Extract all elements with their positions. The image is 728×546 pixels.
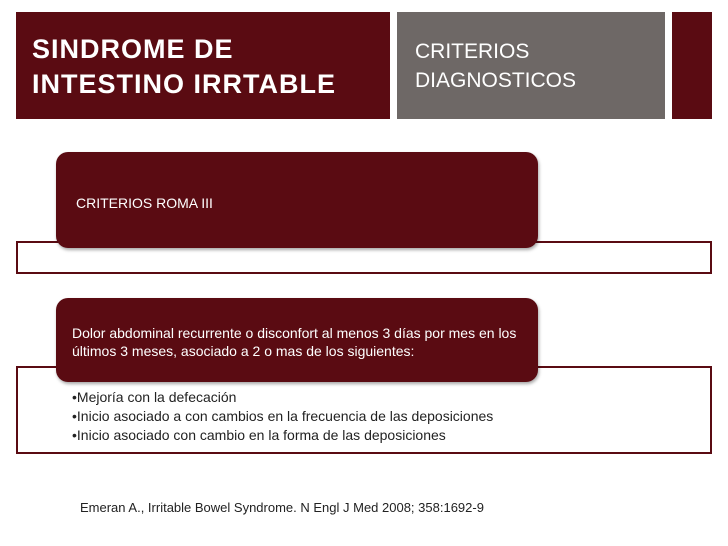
bullet-item: • Inicio asociado con cambio en la forma de las deposiciones bbox=[72, 426, 493, 445]
bullet-item: • Inicio asociado a con cambios en la frecuencia de las deposiciones bbox=[72, 407, 493, 426]
symptoms-bullet-list bbox=[72, 388, 493, 445]
citation-text: Emeran A., Irritable Bowel Syndrome. N Engl J Med 2008; 358:1692-9 bbox=[80, 500, 484, 515]
abdominal-pain-description: Dolor abdominal recurrente o disconfort al menos 3 días por mes en los últimos 3 meses, asociado a 2 o mas de los siguientes: bbox=[72, 325, 517, 359]
slide-subtitle: CRITERIOS DIAGNOSTICOS bbox=[415, 40, 577, 92]
roma-criteria-label: CRITERIOS ROMA III bbox=[76, 195, 213, 211]
abdominal-pain-card bbox=[56, 298, 538, 382]
header-subtitle-block bbox=[397, 12, 665, 119]
slide-title: SINDROME DE INTESTINO IRRTABLE bbox=[32, 34, 336, 99]
header-accent-block bbox=[672, 12, 712, 119]
roma-criteria-card bbox=[56, 152, 538, 248]
bullet-item: • Mejoría con la defecación bbox=[72, 388, 493, 407]
header-title-block bbox=[16, 12, 390, 119]
